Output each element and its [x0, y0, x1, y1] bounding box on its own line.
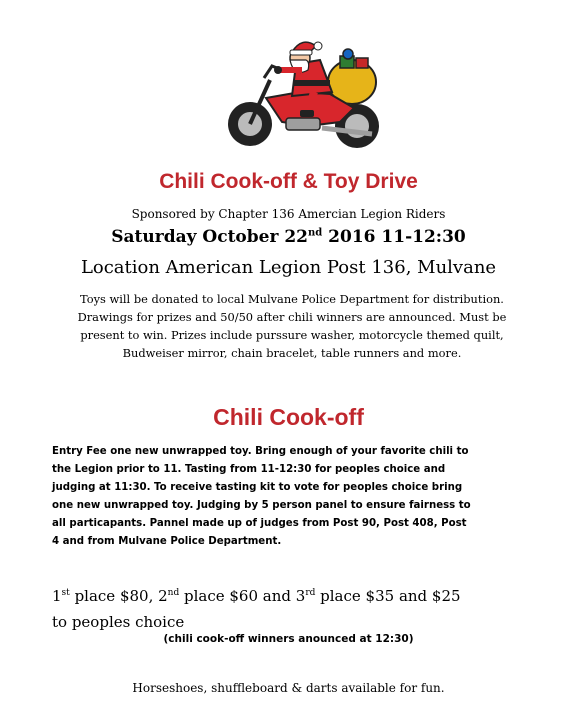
intro-line: Drawings for prizes and 50/50 after chili winners are announced. Must be — [77, 310, 507, 324]
rules-line: 4 and from Mulvane Police Department. — [52, 536, 282, 547]
prize-second-suffix: nd — [167, 588, 180, 598]
section-heading: Chili Cook-off — [213, 404, 364, 430]
intro-line: Budweiser mirror, chain bracelet, table runners and more. — [122, 346, 462, 360]
footer-note: Horseshoes, shuffleboard & darts available for fun. — [132, 681, 445, 695]
santa-on-motorcycle-icon — [222, 36, 390, 154]
prizes-paragraph — [52, 580, 562, 635]
prize-third-suffix: rd — [305, 588, 316, 598]
prize-first-number: 1 — [52, 587, 62, 605]
sponsor-line: Sponsored by Chapter 136 Amercian Legion Riders — [131, 207, 446, 221]
rules-line: Entry Fee one new unwrapped toy. Bring enough of your favorite chili to — [52, 446, 469, 457]
rules-line: all particapants. Pannel made up of judges from Post 90, Post 408, Post — [52, 518, 467, 529]
prize-first-suffix: st — [61, 588, 70, 598]
winners-announcement: (chili cook-off winners anounced at 12:30) — [163, 633, 414, 645]
prizes-line-2: to peoples choice — [52, 613, 185, 631]
event-date-rest: 2016 11-12:30 — [322, 227, 466, 247]
prize-third-text: place $35 and $25 — [315, 587, 461, 605]
rules-line: judging at 11:30. To receive tasting kit to vote for peoples choice bring — [52, 482, 463, 493]
prizes-line — [52, 580, 562, 609]
intro-paragraph — [44, 290, 540, 362]
intro-line: Toys will be donated to local Mulvane Police Department for distribution. — [80, 292, 504, 306]
event-date-prefix: Saturday October 22 — [111, 227, 308, 247]
rules-line: one new unwrapped toy. Judging by 5 person panel to ensure fairness to — [52, 500, 471, 511]
prize-first-text: place $80, 2 — [69, 587, 168, 605]
rules-line: the Legion prior to 11. Tasting from 11-12:30 for peoples choice and — [52, 464, 446, 475]
prize-second-text: place $60 and 3 — [179, 587, 306, 605]
rules-paragraph — [52, 443, 552, 551]
flyer-title: Chili Cook-off & Toy Drive — [159, 170, 418, 193]
event-date — [0, 227, 577, 247]
intro-line: present to win. Prizes include purssure washer, motorcycle themed quilt, — [80, 328, 504, 342]
event-date-suffix: nd — [308, 227, 323, 239]
event-location: Location American Legion Post 136, Mulvane — [80, 257, 497, 278]
